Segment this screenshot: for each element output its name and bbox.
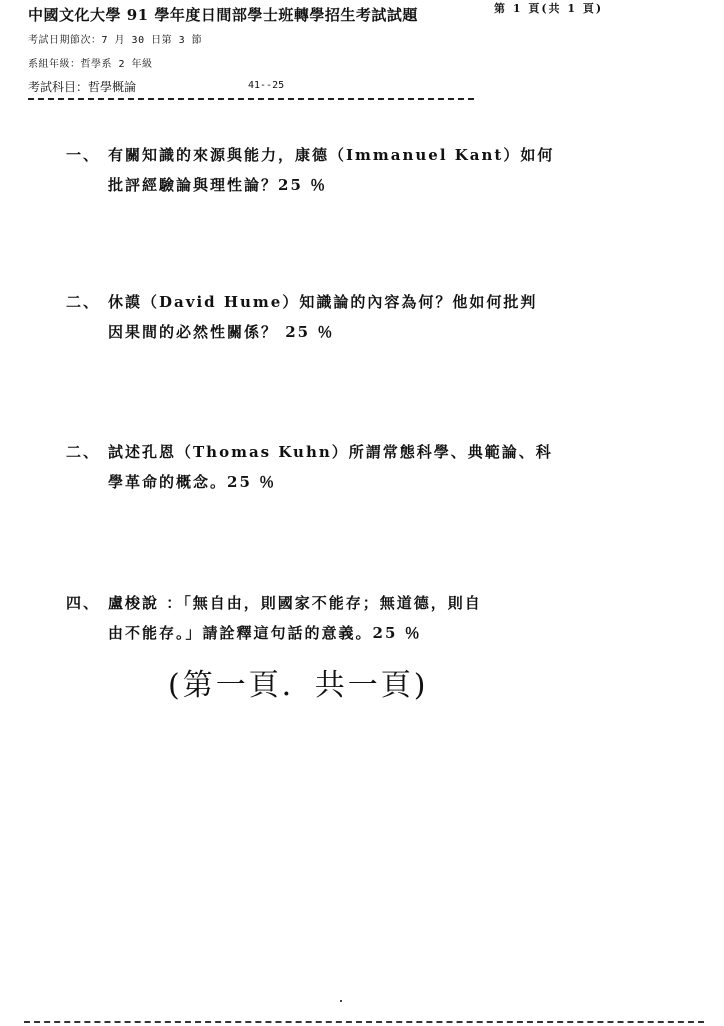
question-3 bbox=[66, 437, 553, 497]
question-text-line2: 批評經驗論與理性論？25 ％ bbox=[108, 176, 328, 194]
question-number: 二、 bbox=[66, 293, 101, 311]
header-divider bbox=[28, 98, 474, 100]
page-info: 第 1 頁(共 1 頁) bbox=[494, 2, 604, 15]
bottom-edge-line bbox=[24, 1021, 704, 1023]
question-text-line2: 學革命的概念。25 ％ bbox=[108, 473, 277, 491]
subject: 考試科目：哲學概論 bbox=[28, 80, 137, 94]
question-text-line1: 試述孔恩（Thomas Kuhn）所謂常態科學、典範論、科 bbox=[108, 443, 553, 461]
question-2 bbox=[66, 287, 537, 347]
scan-speck bbox=[340, 1000, 342, 1002]
question-1 bbox=[66, 140, 554, 200]
question-text-line1: 有關知識的來源與能力，康德（Immanuel Kant）如何 bbox=[108, 146, 555, 164]
exam-time: 考試日期節次：7 月 30 日第 3 節 bbox=[28, 35, 203, 46]
question-text-line2: 由不能存。」請詮釋這句話的意義。25 ％ bbox=[108, 624, 422, 642]
page-footer: (第一頁．共一頁) bbox=[168, 668, 429, 703]
question-4 bbox=[66, 588, 482, 648]
question-number: 四、 bbox=[66, 594, 101, 612]
question-number: 一、 bbox=[66, 146, 101, 164]
question-text-line2: 因果間的必然性關係？ 25 ％ bbox=[108, 323, 335, 341]
exam-title: 中國文化大學 91 學年度日間部學士班轉學招生考試試題 bbox=[28, 6, 418, 24]
question-text-line1: 盧梭說 ：「無自由，則國家不能存；無道德，則自 bbox=[108, 594, 482, 612]
question-text-line1: 休謨（David Hume）知識論的內容為何？他如何批判 bbox=[108, 293, 538, 311]
department: 系組年級：哲學系 2 年級 bbox=[28, 59, 153, 70]
question-number: 二、 bbox=[66, 443, 101, 461]
exam-code: 41--25 bbox=[248, 80, 285, 91]
